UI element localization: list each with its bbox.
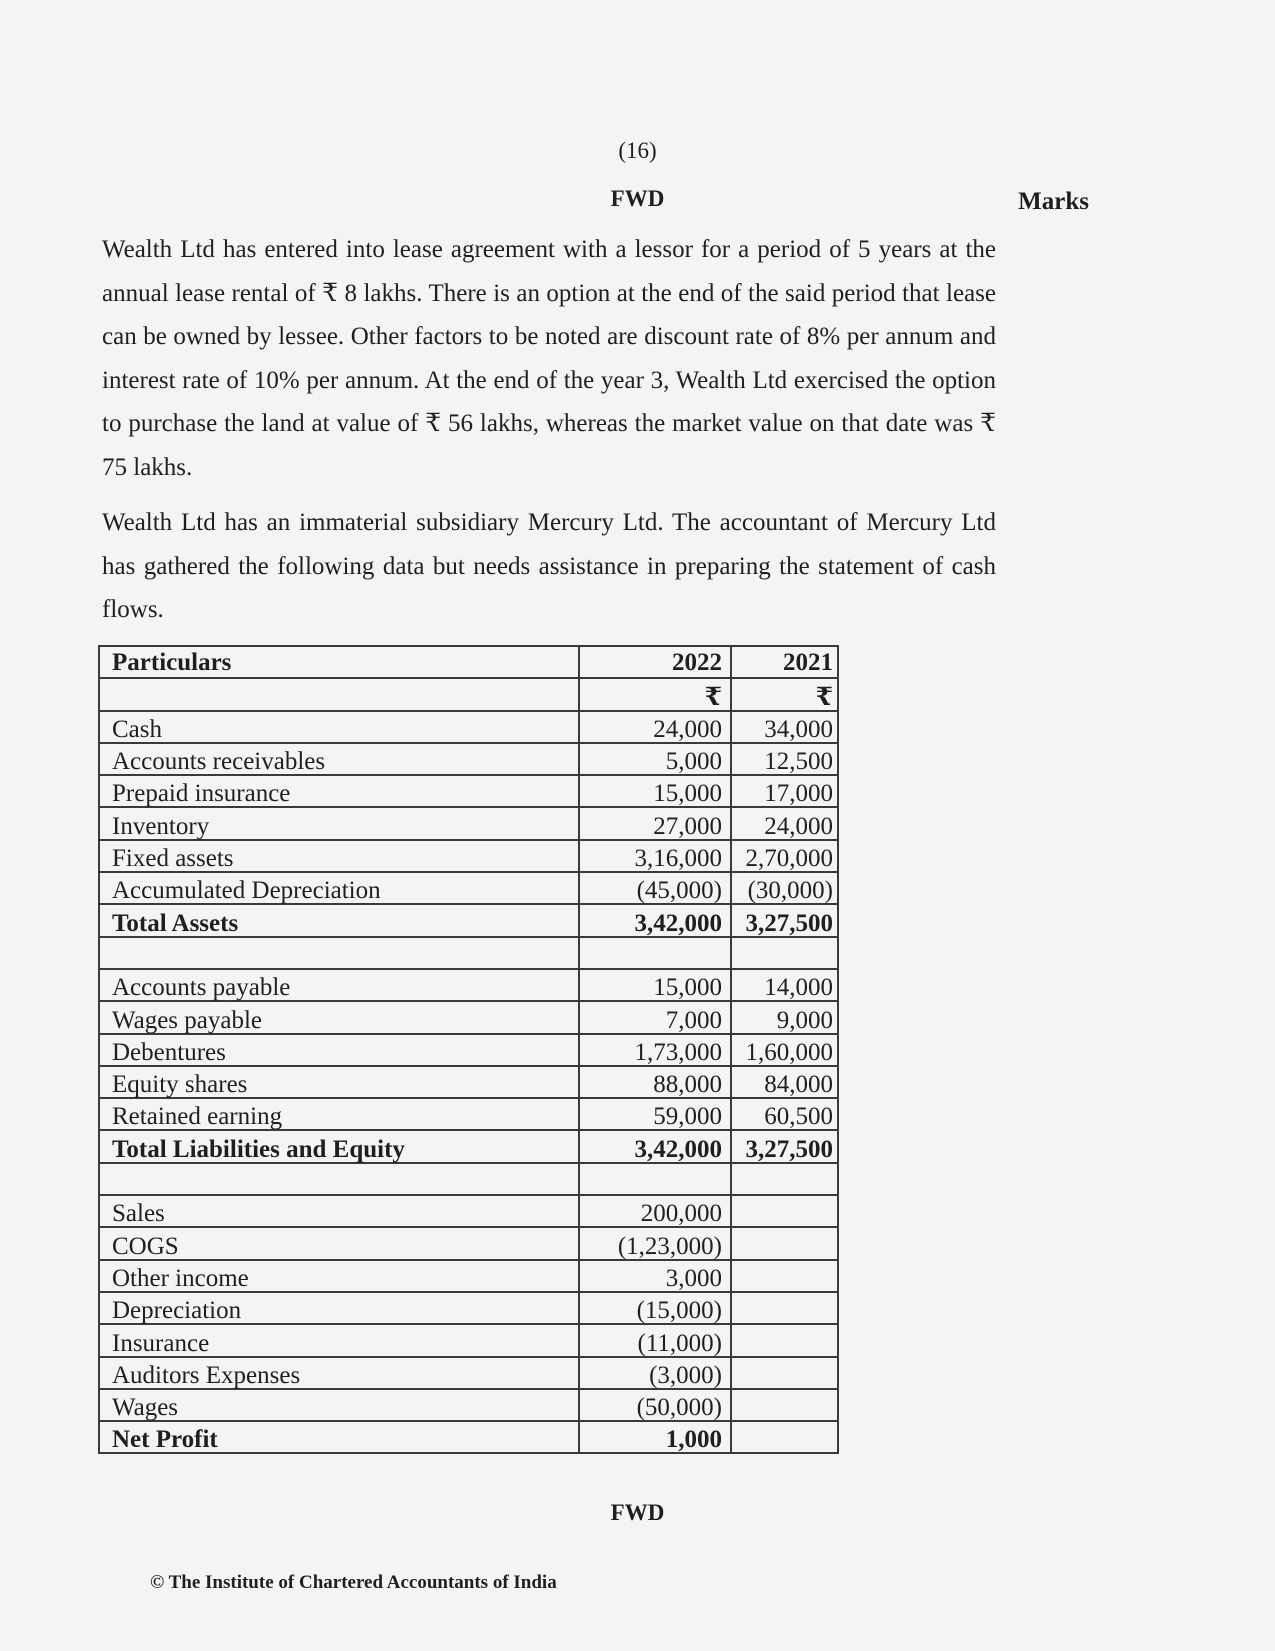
row-label: Equity shares bbox=[99, 1066, 579, 1098]
row-label: Wages payable bbox=[99, 1001, 579, 1033]
row-label: Other income bbox=[99, 1260, 579, 1292]
value-2022: 24,000 bbox=[579, 711, 731, 743]
value-2022: (45,000) bbox=[579, 872, 731, 904]
value-2022: 15,000 bbox=[579, 775, 731, 807]
fwd-header: FWD bbox=[610, 186, 665, 211]
fwd-footer: FWD bbox=[610, 1500, 665, 1525]
table-row bbox=[99, 1357, 838, 1389]
row-label: Inventory bbox=[99, 807, 579, 839]
table-row bbox=[99, 711, 838, 743]
value-2022 bbox=[579, 937, 731, 969]
value-2022: 3,16,000 bbox=[579, 840, 731, 872]
row-label: Wages bbox=[99, 1389, 579, 1421]
value-2021 bbox=[731, 937, 838, 969]
value-2021: 84,000 bbox=[731, 1066, 838, 1098]
row-label: Total Assets bbox=[99, 904, 579, 936]
row-label: Debentures bbox=[99, 1034, 579, 1066]
value-2021 bbox=[731, 1357, 838, 1389]
copyright-notice: © The Institute of Chartered Accountants of India bbox=[150, 1572, 557, 1593]
value-2022: 3,42,000 bbox=[579, 904, 731, 936]
value-2022: 3,42,000 bbox=[579, 1130, 731, 1162]
row-label bbox=[99, 937, 579, 969]
table-row bbox=[99, 1260, 838, 1292]
table-row bbox=[99, 904, 838, 936]
value-2022: 1,000 bbox=[579, 1421, 731, 1453]
value-2021: 2,70,000 bbox=[731, 840, 838, 872]
value-2021 bbox=[731, 1227, 838, 1259]
table-row bbox=[99, 1389, 838, 1421]
marks-column-heading: Marks bbox=[1018, 188, 1089, 215]
value-2022: (11,000) bbox=[579, 1324, 731, 1356]
value-2021 bbox=[731, 1260, 838, 1292]
table-header-row bbox=[99, 646, 838, 678]
value-2022: 88,000 bbox=[579, 1066, 731, 1098]
value-2021 bbox=[731, 1195, 838, 1227]
table-row bbox=[99, 1098, 838, 1130]
header-particulars: Particulars bbox=[99, 646, 579, 678]
financial-data-table bbox=[98, 645, 839, 1454]
lease-paragraph: Wealth Ltd has entered into lease agreement with a lessor for a period of 5 years at the annual lease rental of ₹ 8 lakhs. There is an option at the end of the said period that lease can be owned by lessee. Other factors to be noted are discount rate of 8% per annum and interest rate of 10% per annum. At the end of the year 3, Wealth Ltd exercised the option to purchase the land at value of ₹ 56 lakhs, whereas the market value on that date was ₹ 75 lakhs. bbox=[102, 236, 996, 481]
value-2022: 27,000 bbox=[579, 807, 731, 839]
value-2022: 1,73,000 bbox=[579, 1034, 731, 1066]
row-label: Accounts receivables bbox=[99, 743, 579, 775]
value-2021 bbox=[731, 1389, 838, 1421]
table-row bbox=[99, 840, 838, 872]
value-2022: (3,000) bbox=[579, 1357, 731, 1389]
value-2022: 200,000 bbox=[579, 1195, 731, 1227]
value-2021: 17,000 bbox=[731, 775, 838, 807]
table-row bbox=[99, 969, 838, 1001]
table-row bbox=[99, 743, 838, 775]
currency-row bbox=[99, 678, 838, 710]
table-row bbox=[99, 807, 838, 839]
table-row bbox=[99, 1001, 838, 1033]
table-row bbox=[99, 872, 838, 904]
value-2021: 12,500 bbox=[731, 743, 838, 775]
value-2021: 3,27,500 bbox=[731, 904, 838, 936]
currency-row-blank bbox=[99, 678, 579, 710]
value-2021: 24,000 bbox=[731, 807, 838, 839]
value-2022: 59,000 bbox=[579, 1098, 731, 1130]
value-2022: (50,000) bbox=[579, 1389, 731, 1421]
header-year-2021: 2021 bbox=[731, 646, 838, 678]
value-2021: 34,000 bbox=[731, 711, 838, 743]
row-label: Net Profit bbox=[99, 1421, 579, 1453]
row-label: Total Liabilities and Equity bbox=[99, 1130, 579, 1162]
row-label: Auditors Expenses bbox=[99, 1357, 579, 1389]
value-2022: (15,000) bbox=[579, 1292, 731, 1324]
value-2021: 14,000 bbox=[731, 969, 838, 1001]
row-label: Depreciation bbox=[99, 1292, 579, 1324]
value-2022: 7,000 bbox=[579, 1001, 731, 1033]
table-row bbox=[99, 1324, 838, 1356]
subsidiary-paragraph: Wealth Ltd has an immaterial subsidiary Mercury Ltd. The accountant of Mercury Ltd has gathered the following data but needs assistance in preparing the statement of cash flows. bbox=[102, 509, 996, 623]
value-2021 bbox=[731, 1163, 838, 1195]
page-number: (16) bbox=[618, 138, 657, 163]
value-2022 bbox=[579, 1163, 731, 1195]
row-label: Fixed assets bbox=[99, 840, 579, 872]
value-2021: 60,500 bbox=[731, 1098, 838, 1130]
row-label: Accumulated Depreciation bbox=[99, 872, 579, 904]
currency-symbol-2022: ₹ bbox=[579, 678, 731, 710]
header-year-2022: 2022 bbox=[579, 646, 731, 678]
table-row bbox=[99, 1066, 838, 1098]
value-2022: (1,23,000) bbox=[579, 1227, 731, 1259]
value-2021: 3,27,500 bbox=[731, 1130, 838, 1162]
row-label: Insurance bbox=[99, 1324, 579, 1356]
row-label: Prepaid insurance bbox=[99, 775, 579, 807]
table-row bbox=[99, 1034, 838, 1066]
currency-symbol-2021: ₹ bbox=[731, 678, 838, 710]
value-2022: 3,000 bbox=[579, 1260, 731, 1292]
value-2021 bbox=[731, 1324, 838, 1356]
row-label bbox=[99, 1163, 579, 1195]
spacer-row bbox=[99, 1163, 838, 1195]
value-2021: (30,000) bbox=[731, 872, 838, 904]
row-label: Accounts payable bbox=[99, 969, 579, 1001]
table-row bbox=[99, 1130, 838, 1162]
value-2021 bbox=[731, 1421, 838, 1453]
table-row bbox=[99, 1195, 838, 1227]
value-2021: 1,60,000 bbox=[731, 1034, 838, 1066]
value-2021 bbox=[731, 1292, 838, 1324]
row-label: Retained earning bbox=[99, 1098, 579, 1130]
table-row bbox=[99, 1292, 838, 1324]
value-2021: 9,000 bbox=[731, 1001, 838, 1033]
row-label: Cash bbox=[99, 711, 579, 743]
table-row bbox=[99, 775, 838, 807]
row-label: COGS bbox=[99, 1227, 579, 1259]
table-row bbox=[99, 1227, 838, 1259]
value-2022: 5,000 bbox=[579, 743, 731, 775]
spacer-row bbox=[99, 937, 838, 969]
value-2022: 15,000 bbox=[579, 969, 731, 1001]
table-row bbox=[99, 1421, 838, 1453]
row-label: Sales bbox=[99, 1195, 579, 1227]
